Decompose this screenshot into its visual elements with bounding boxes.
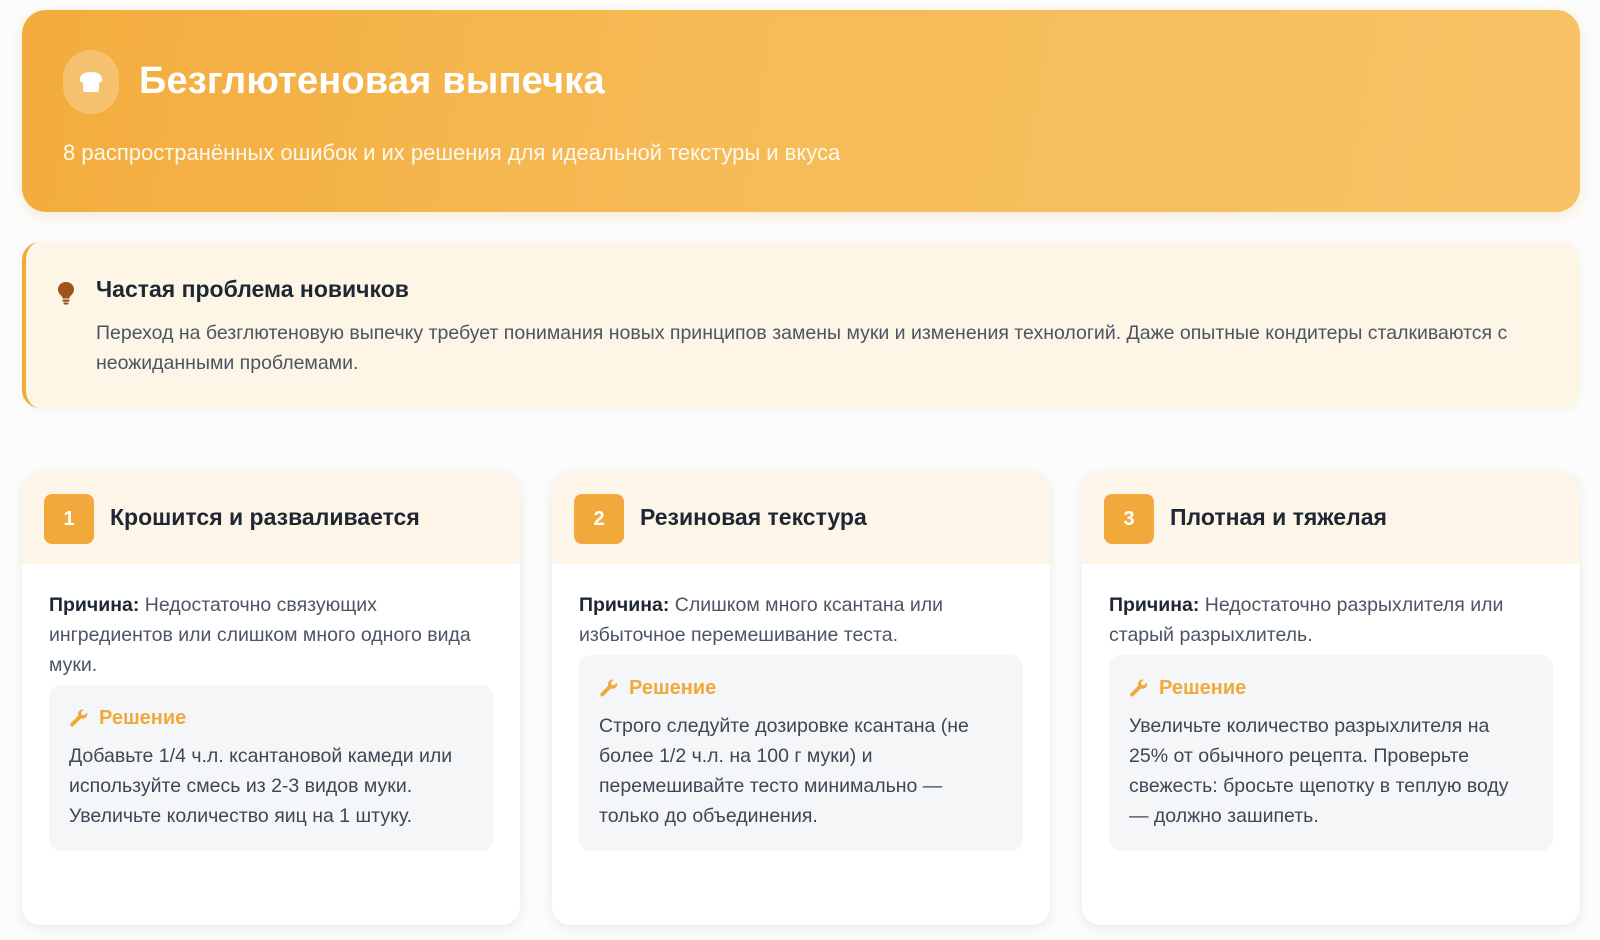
- solution-text: Строго следуйте дозировке ксантана (не более 1/2 ч.л. на 100 г муки) и перемешивайте тесто минимально — только до объединения.: [599, 715, 969, 827]
- problem-card-3: [1082, 472, 1580, 925]
- page-subtitle: 8 распространённых ошибок и их решения для идеальной текстуры и вкуса: [63, 140, 841, 165]
- solution-label: Решение: [629, 676, 717, 699]
- cause-label: Причина:: [579, 594, 670, 616]
- solution-label: Решение: [99, 706, 187, 729]
- card-number-badge: 3: [1104, 494, 1154, 544]
- header-banner: [22, 10, 1580, 212]
- card-header: [1082, 472, 1580, 564]
- solution-box: [579, 655, 1023, 851]
- card-title: Крошится и разваливается: [110, 504, 420, 530]
- cause-label: Причина:: [49, 594, 140, 616]
- card-cause: [1109, 590, 1559, 650]
- card-header: [552, 472, 1050, 564]
- tip-box: [22, 242, 1580, 408]
- wrench-icon: [1129, 678, 1149, 698]
- lightbulb-icon: [56, 280, 76, 306]
- card-number-badge: 2: [574, 494, 624, 544]
- card-header: [22, 472, 520, 564]
- card-title: Резиновая текстура: [640, 504, 867, 530]
- tip-text: Переход на безглютеновую выпечку требует понимания новых принципов замены муки и изменения технологий. Даже опытные кондитеры сталкиваются с неожиданными проблемами.: [96, 322, 1508, 374]
- solution-box: [49, 685, 493, 851]
- card-number-badge: 1: [44, 494, 94, 544]
- cause-text: Слишком много ксантана или избыточное перемешивание теста.: [579, 594, 944, 646]
- solution-text: Увеличьте количество разрыхлителя на 25% от обычного рецепта. Проверьте свежесть: бросьте щепотку в теплую воду — должно зашипеть.: [1129, 715, 1509, 827]
- bread-icon: [63, 50, 119, 114]
- solution-text: Добавьте 1/4 ч.л. ксантановой камеди или используйте смесь из 2-3 видов муки. Увеличьте количество яиц на 1 штуку.: [69, 745, 453, 827]
- page-title: Безглютеновая выпечка: [139, 60, 605, 102]
- card-title: Плотная и тяжелая: [1170, 504, 1387, 530]
- cause-text: Недостаточно связующих ингредиентов или слишком много одного вида муки.: [49, 594, 471, 676]
- tip-title: Частая проблема новичков: [96, 276, 409, 302]
- cause-label: Причина:: [1109, 594, 1200, 616]
- wrench-icon: [599, 678, 619, 698]
- problem-card-2: [552, 472, 1050, 925]
- cause-text: Недостаточно разрыхлителя или старый разрыхлитель.: [1109, 594, 1504, 646]
- solution-box: [1109, 655, 1553, 851]
- solution-label: Решение: [1159, 676, 1247, 699]
- problem-card-1: [22, 472, 520, 925]
- card-cause: [49, 590, 499, 680]
- card-cause: [579, 590, 1029, 650]
- wrench-icon: [69, 708, 89, 728]
